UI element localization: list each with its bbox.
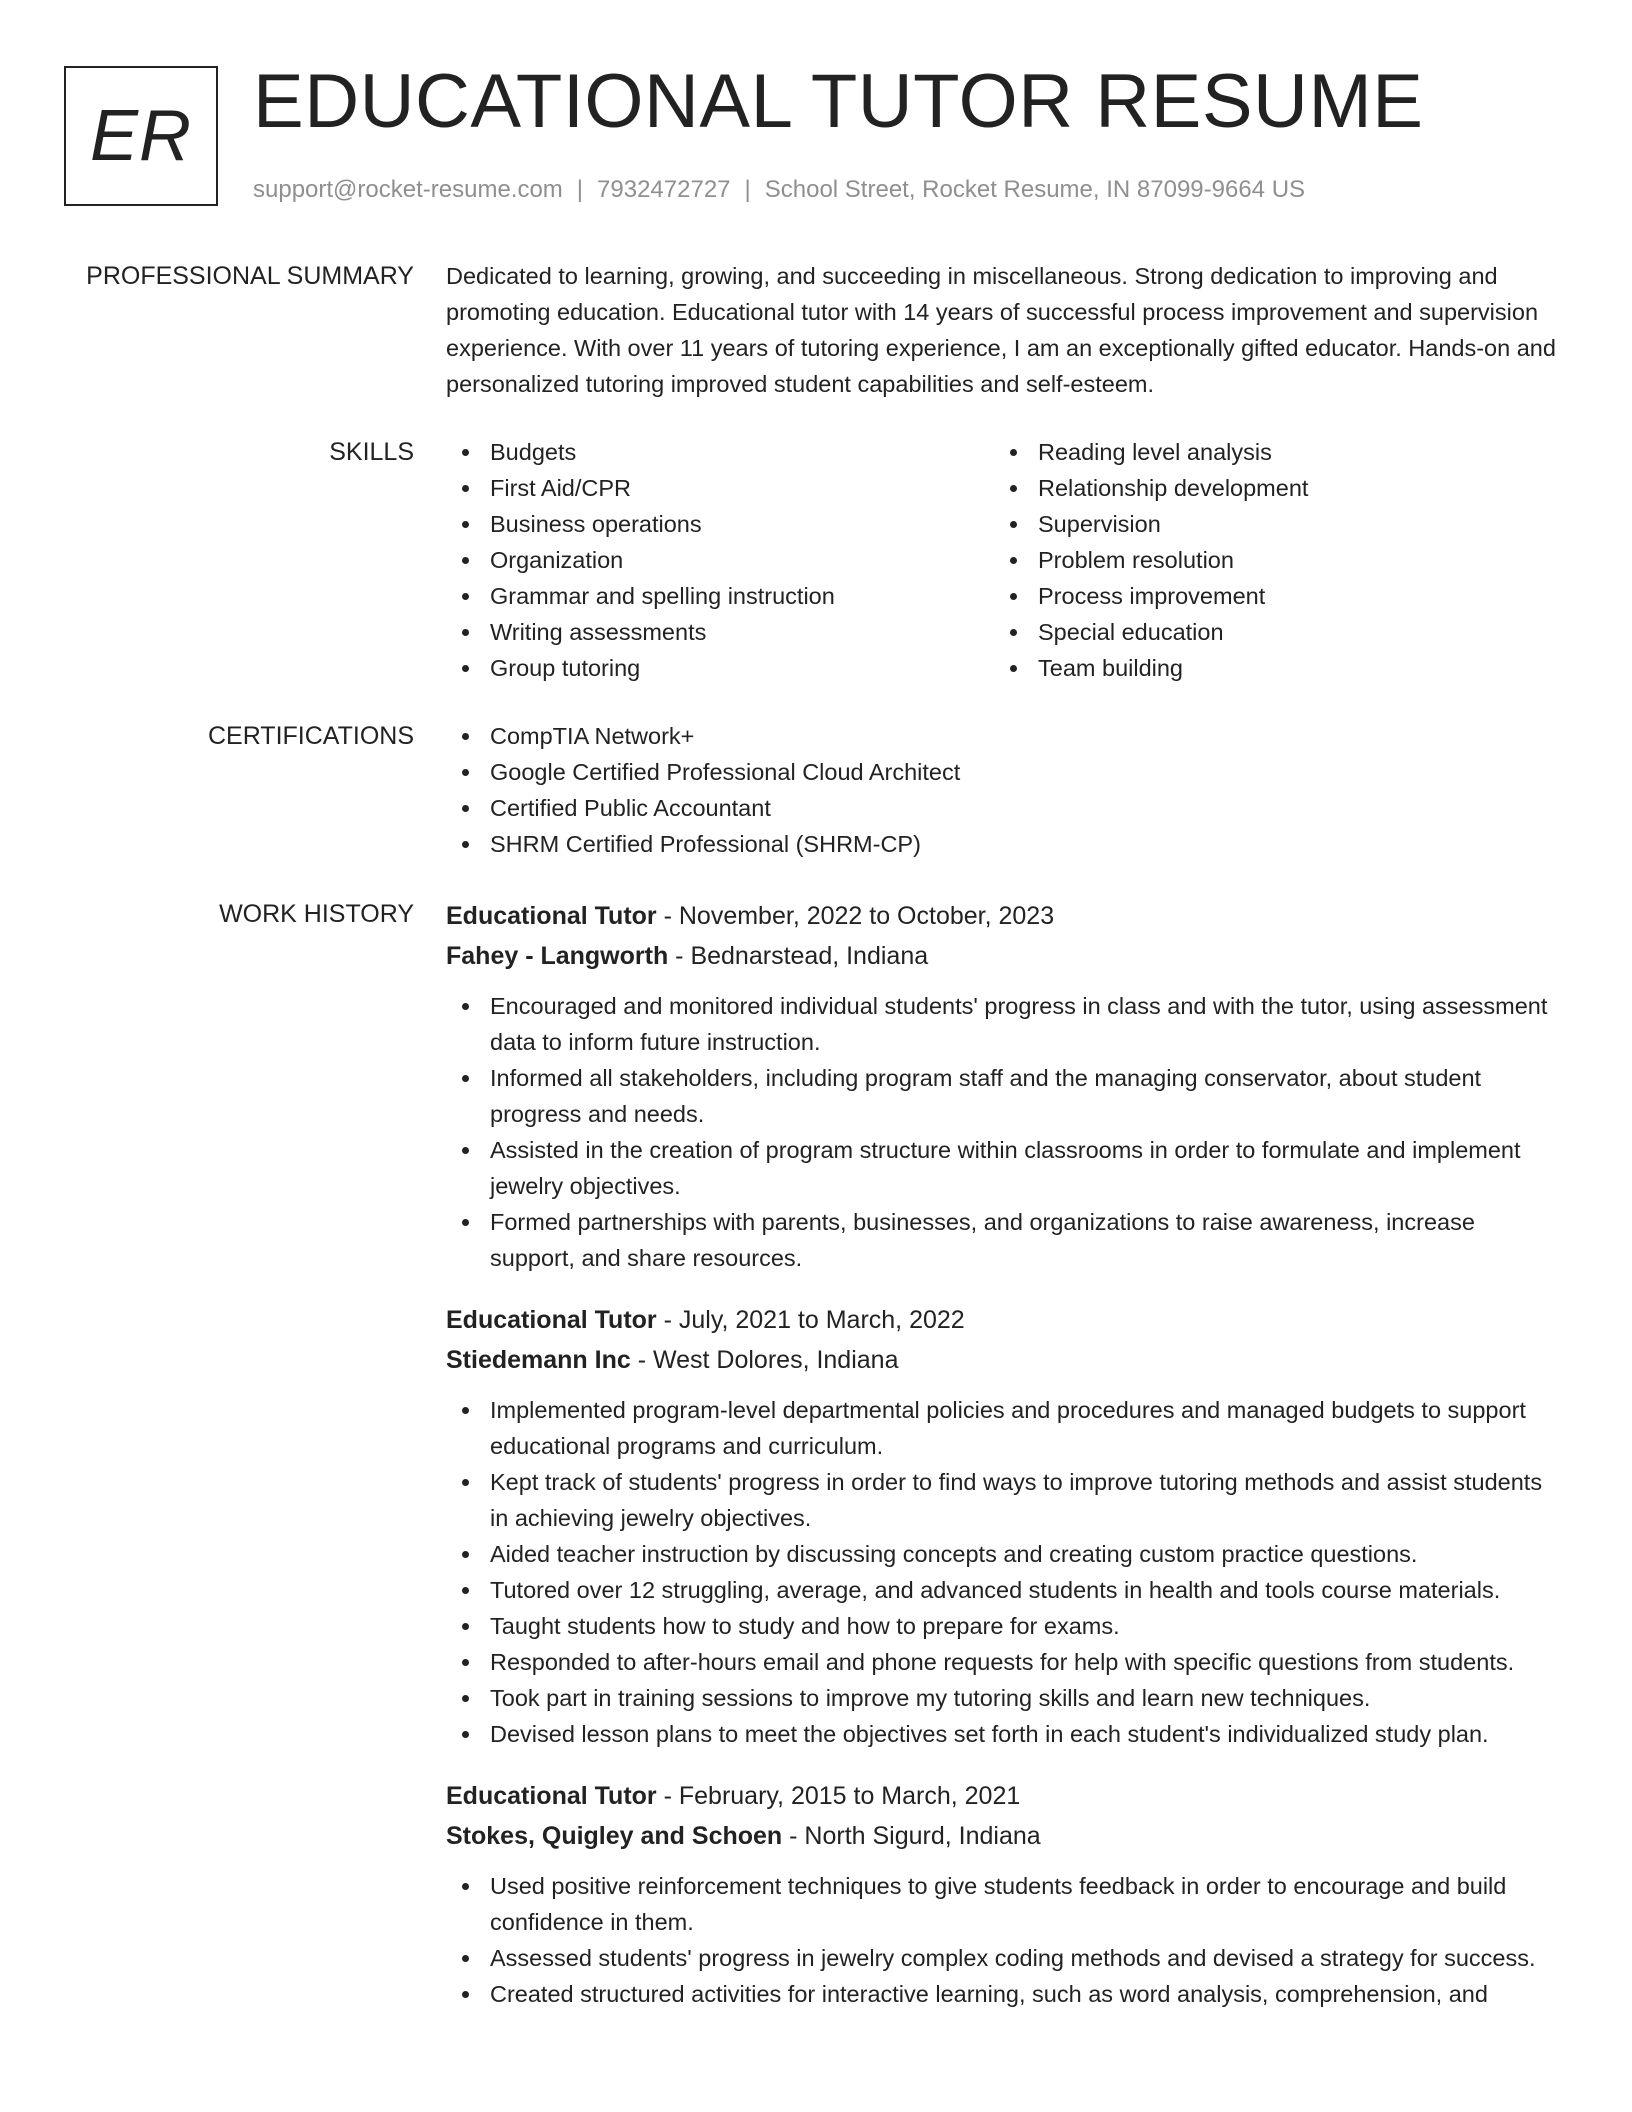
summary-body: [446, 258, 1566, 402]
section-label-summary: PROFESSIONAL SUMMARY: [86, 262, 414, 290]
job-location: - Bednarstead, Indiana: [668, 942, 929, 970]
skill-item: First Aid/CPR: [446, 470, 994, 506]
job-location: - West Dolores, Indiana: [630, 1346, 899, 1374]
job-entry: [446, 1776, 1566, 2012]
skill-item: Relationship development: [994, 470, 1542, 506]
job-company-line: [446, 1816, 1566, 1856]
skill-item: Team building: [994, 650, 1542, 686]
resume-title: EDUCATIONAL TUTOR RESUME: [253, 59, 1424, 144]
contact-line: [253, 174, 1305, 206]
certification-item: Google Certified Professional Cloud Architect: [446, 754, 1566, 790]
contact-email[interactable]: support@rocket-resume.com: [253, 176, 563, 203]
job-title-line: [446, 896, 1566, 936]
skill-item: Group tutoring: [446, 650, 994, 686]
job-bullet: Devised lesson plans to meet the objectives set forth in each student's individualized study plan.: [446, 1716, 1566, 1752]
certifications-body: [446, 718, 1566, 862]
skill-item: Supervision: [994, 506, 1542, 542]
job-title: Educational Tutor: [446, 1782, 657, 1810]
job-bullet: Used positive reinforcement techniques to give students feedback in order to encourage and build confidence in them.: [446, 1868, 1566, 1940]
certification-item: CompTIA Network+: [446, 718, 1566, 754]
contact-phone[interactable]: 7932472727: [597, 176, 731, 203]
skills-list-right: [994, 434, 1542, 686]
section-label-skills: SKILLS: [329, 438, 414, 466]
job-bullet: Encouraged and monitored individual students' progress in class and with the tutor, using assessment data to inform future instruction.: [446, 988, 1566, 1060]
job-dates: - July, 2021 to March, 2022: [656, 1306, 965, 1334]
job-bullet: Aided teacher instruction by discussing concepts and creating custom practice questions.: [446, 1536, 1566, 1572]
skills-body: [446, 434, 1566, 686]
job-entry: [446, 896, 1566, 1276]
skill-item: Problem resolution: [994, 542, 1542, 578]
job-company: Stokes, Quigley and Schoen: [446, 1822, 783, 1850]
job-title: Educational Tutor: [446, 902, 657, 930]
job-title-line: [446, 1300, 1566, 1340]
work-history-body: [446, 896, 1566, 2036]
skill-item: Grammar and spelling instruction: [446, 578, 994, 614]
job-bullet: Took part in training sessions to improve my tutoring skills and learn new techniques.: [446, 1680, 1566, 1716]
job-dates: - February, 2015 to March, 2021: [656, 1782, 1021, 1810]
job-bullet: Taught students how to study and how to prepare for exams.: [446, 1608, 1566, 1644]
contact-separator: |: [744, 176, 751, 203]
job-bullets: [446, 1868, 1566, 2012]
job-bullet: Implemented program-level departmental policies and procedures and managed budgets to support educational programs and curriculum.: [446, 1392, 1566, 1464]
job-title: Educational Tutor: [446, 1306, 657, 1334]
skill-item: Special education: [994, 614, 1542, 650]
monogram-initials: ER: [89, 96, 193, 176]
job-company: Stiedemann Inc: [446, 1346, 631, 1374]
job-bullet: Responded to after-hours email and phone requests for help with specific questions from students.: [446, 1644, 1566, 1680]
job-bullet: Assisted in the creation of program structure within classrooms in order to formulate and implement jewelry objectives.: [446, 1132, 1566, 1204]
job-bullet: Informed all stakeholders, including program staff and the managing conservator, about student progress and needs.: [446, 1060, 1566, 1132]
job-dates: - November, 2022 to October, 2023: [656, 902, 1055, 930]
job-bullets: [446, 1392, 1566, 1752]
job-company: Fahey - Langworth: [446, 942, 669, 970]
contact-address: School Street, Rocket Resume, IN 87099-9664 US: [764, 176, 1306, 203]
skill-item: Business operations: [446, 506, 994, 542]
job-bullet: Formed partnerships with parents, businesses, and organizations to raise awareness, increase support, and share resources.: [446, 1204, 1566, 1276]
section-label-certifications: CERTIFICATIONS: [207, 722, 414, 750]
contact-separator: |: [576, 176, 584, 203]
job-title-line: [446, 1776, 1566, 1816]
skills-list-left: [446, 434, 994, 686]
job-location: - North Sigurd, Indiana: [782, 1822, 1041, 1850]
job-bullet: Assessed students' progress in jewelry complex coding methods and devised a strategy for success.: [446, 1940, 1566, 1976]
job-bullet: Created structured activities for interactive learning, such as word analysis, comprehension, and: [446, 1976, 1566, 2012]
certifications-list: [446, 718, 1566, 862]
job-entry: [446, 1300, 1566, 1752]
certification-item: Certified Public Accountant: [446, 790, 1566, 826]
job-bullet: Kept track of students' progress in order to find ways to improve tutoring methods and assist students in achieving jewelry objectives.: [446, 1464, 1566, 1536]
skill-item: Organization: [446, 542, 994, 578]
job-bullets: [446, 988, 1566, 1276]
monogram-box: [64, 66, 218, 206]
summary-text: Dedicated to learning, growing, and succeeding in miscellaneous. Strong dedication to improving and promoting education. Educational tutor with 14 years of successful process improvement and supervision experience. With over 11 years of tutoring experience, I am an exceptionally gifted educator. Hands-on and personalized tutoring improved student capabilities and self-esteem.: [446, 263, 1556, 397]
job-company-line: [446, 1340, 1566, 1380]
skill-item: Reading level analysis: [994, 434, 1542, 470]
skill-item: Writing assessments: [446, 614, 994, 650]
skill-item: Budgets: [446, 434, 994, 470]
job-bullet: Tutored over 12 struggling, average, and advanced students in health and tools course materials.: [446, 1572, 1566, 1608]
job-company-line: [446, 936, 1566, 976]
skill-item: Process improvement: [994, 578, 1542, 614]
certification-item: SHRM Certified Professional (SHRM-CP): [446, 826, 1566, 862]
section-label-work-history: WORK HISTORY: [219, 900, 414, 928]
